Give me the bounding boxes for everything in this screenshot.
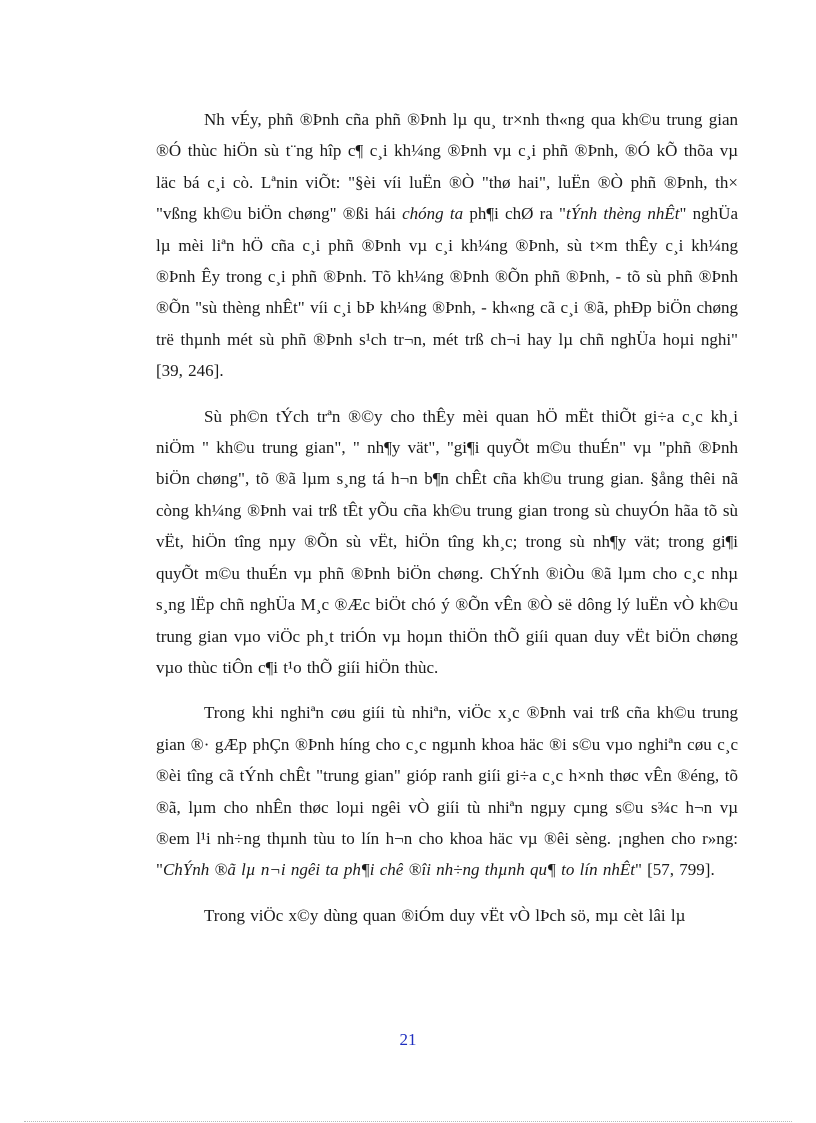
text-run: Sù ph©n tÝch trªn ®©y cho thÊy mèi quan hÖ mËt thiÕt gi÷a c¸c kh¸i niÖm " kh©u trung gian", " nh¶y vät", "gi¶i quyÕt m©u thuÉn" vµ "phñ ®Þnh biÖn chøng", tõ ®ã lµm s¸ng tá h¬n b¶n chÊt cña kh©u trung gian. §ång thêi nã còng kh¼ng ®Þnh vai trß tÊt yÕu cña kh©u trung gian trong sù chuyÓn hãa tõ sù vËt, hiÖn tîng nµy ®Õn sù vËt, hiÖn tîng kh¸c; trong sù nh¶y vät; trong gi¶i quyÕt m©u thuÉn vµ phñ ®Þnh biÖn chøng. ChÝnh ®iÒu ®ã lµm cho c¸c nhµ s¸ng lËp chñ nghÜa M¸c ®Æc biÖt chó ý ®Õn vÊn ®Ò së dông lý luËn vÒ kh©u trung gian vµo viÖc ph¸t triÓn vµ hoµn thiÖn thÕ giíi quan duy vËt biÖn chøng vµo thùc tiÔn c¶i t¹o thÕ giíi hiÖn thùc. — [156, 406, 738, 677]
text-run: Nh vÉy, phñ ®Þnh cña phñ ®Þnh lµ qu¸ tr×nh th«ng qua kh©u trung gian ®Ó thùc hiÖn sù t¨ng hîp c¶ c¸i kh¼ng ®Þnh vµ c¸i phñ ®Þnh, ®Ó kÕ thõa vµ läc bá c¸i cò. Lªnin viÕt: "§èi víi luËn ®Ò "thø hai", luËn ®Ò phñ ®Þnh, th× "vßng kh©u biÖn chøng" ®ßi hái — [156, 110, 738, 224]
text-run: " [57, 799]. — [634, 860, 715, 880]
page-bottom-divider — [24, 1121, 792, 1122]
page-number: 21 — [399, 1030, 417, 1049]
text-run: Trong viÖc x©y dùng quan ®iÓm duy vËt vÒ lÞch sö, mµ cèt lâi lµ — [204, 905, 686, 925]
text-run: ph¶i chØ ra " — [463, 204, 566, 224]
italic-text-run: chóng ta — [402, 204, 464, 224]
paragraph-2 — [156, 401, 738, 684]
italic-text-run: ChÝnh ®ã lµ n¬i ngêi ta ph¶i chê ®îi nh÷ng thµnh qu¶ to lín nhÊt — [162, 860, 635, 880]
text-run: " nghÜa lµ mèi liªn hÖ cña c¸i phñ ®Þnh vµ c¸i kh¼ng ®Þnh, sù t×m thÊy c¸i kh¼ng ®Þnh Êy trong c¸i phñ ®Þnh. Tõ kh¼ng ®Þnh ®Õn phñ ®Þnh, - tõ sù phñ ®Þnh ®Õn "sù thèng nhÊt" víi c¸i bÞ kh¼ng ®Þnh, - kh«ng cã c¸i ®ã, phÐp biÖn chøng trë thµnh mét sù phñ ®Þnh s¹ch tr¬n, mét trß ch¬i hay lµ chñ nghÜa hoµi nghi" [39, 246]. — [156, 204, 738, 381]
paragraph-3 — [156, 697, 738, 885]
text-body — [156, 104, 738, 945]
text-run: Trong khi nghiªn cøu giíi tù nhiªn, viÖc x¸c ®Þnh vai trß cña kh©u trung gian ®· gÆp phÇn ®Þnh híng cho c¸c ngµnh khoa häc ®i s©u vµo nghiªn cøu c¸c ®èi tîng cã tÝnh chÊt "trung gian" gióp ranh giíi gi÷a c¸c h×nh thøc vÊn ®éng, tõ ®ã, lµm cho nhÊn thøc loµi ngêi vÒ giíi tù nhiªn ngµy cµng s©u s¾c h¬n vµ ®em l¹i nh÷ng thµnh tùu to lín h¬n cho khoa häc vµ ®êi sèng. ¡nghen cho r»ng: " — [156, 703, 738, 880]
italic-text-run: tÝnh thèng nhÊt — [565, 204, 680, 224]
paragraph-4 — [156, 900, 738, 931]
paragraph-1 — [156, 104, 738, 387]
